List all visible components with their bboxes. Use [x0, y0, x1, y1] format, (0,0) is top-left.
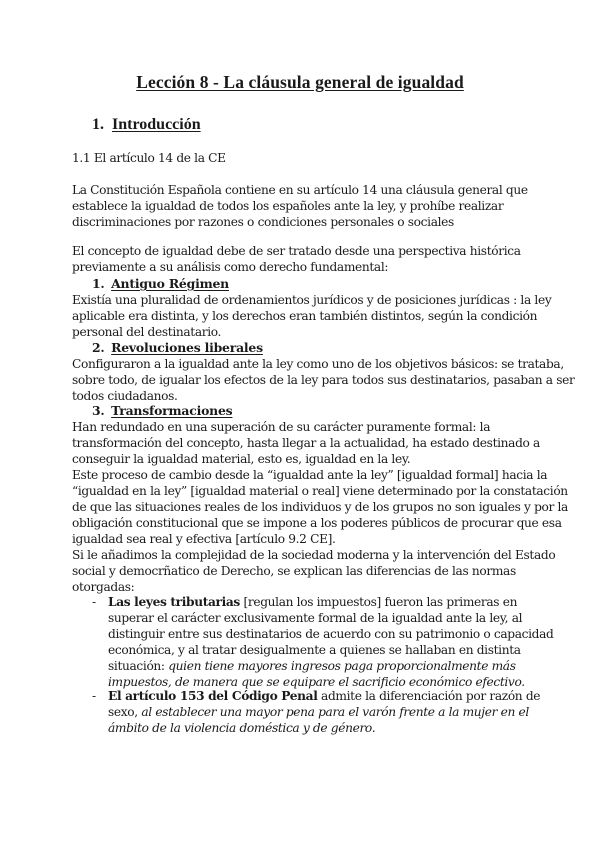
text-line: otorgadas:	[72, 580, 135, 594]
section-label: Introducción	[112, 116, 201, 133]
item-1-text	[72, 292, 552, 340]
item-heading-transformaciones	[92, 403, 232, 418]
text-line: transformación del concepto, hasta llegar a la actualidad, ha estado destinado a	[72, 436, 540, 450]
item-number: 2.	[92, 340, 105, 355]
subsection-label: 1.1 El artículo 14 de la CE	[72, 151, 226, 165]
italic-fragment: impuestos, de manera que se equipare el sacrificio económico efectivo.	[108, 675, 525, 689]
bullet-line	[108, 720, 375, 736]
paragraph-1	[72, 182, 542, 230]
bullet-line	[108, 688, 540, 704]
text-line: establece la igualdad de todos los españoles ante la ley, y prohíbe realizar	[72, 199, 504, 213]
italic-fragment: ámbito de la violencia doméstica y de género.	[108, 721, 376, 735]
text-line: Si le añadimos la complejidad de la sociedad moderna y la intervención del Estado	[72, 548, 556, 562]
item-label: Antiguo Régimen	[111, 276, 229, 291]
text-line: Este proceso de cambio desde la “igualdad ante la ley” [igualdad formal] hacia la	[72, 468, 548, 482]
text-line: El concepto de igualdad debe de ser tratado desde una perspectiva histórica	[72, 244, 521, 258]
text-fragment: sexo,	[108, 705, 142, 719]
page-title: Lección 8 - La cláusula general de igualdad	[136, 72, 464, 92]
bullet-line	[108, 594, 517, 610]
item-label: Transformaciones	[111, 403, 233, 418]
bullet-dash: -	[92, 689, 96, 703]
item-heading-antiguo-regimen	[92, 276, 229, 291]
text-line: social y democrñatico de Derecho, se explican las diferencias de las normas	[72, 564, 516, 578]
item-2-text	[72, 356, 575, 404]
subsection-heading	[72, 150, 542, 166]
section-number: 1.	[92, 116, 104, 133]
section-heading-introduccion	[92, 116, 201, 134]
text-line: previamente a su análisis como derecho fundamental:	[72, 260, 389, 274]
bullet-dash: -	[92, 595, 96, 609]
bullet-bold-lead: Las leyes tributarias	[108, 595, 240, 609]
bullet-line	[108, 658, 516, 674]
text-line: Han redundado en una superación de su carácter puramente formal: la	[72, 420, 491, 434]
text-line: aplicable era distinta, y los derechos eran también distintos, según la condición	[72, 309, 538, 323]
text-line: todos ciudadanos.	[72, 389, 178, 403]
text-line: conseguir la igualdad material, esto es, igualdad en la ley.	[72, 452, 411, 466]
bullet-line	[108, 704, 529, 720]
item-number: 1.	[92, 276, 105, 291]
text-line: discriminaciones por razones o condiciones personales o sociales	[72, 215, 454, 229]
text-line: de que las situaciones reales de los individuos y de los grupos no son iguales y por la	[72, 500, 568, 514]
bullet-bold-lead: El artículo 153 del Código Penal	[108, 689, 318, 703]
text-line: igualdad sea real y efectiva [artículo 9.2 CE].	[72, 532, 336, 546]
text-fragment: admite la diferenciación por razón de	[317, 689, 541, 703]
paragraph-2	[72, 243, 542, 275]
text-line: La Constitución Española contiene en su artículo 14 una cláusula general que	[72, 183, 528, 197]
item-heading-revoluciones-liberales	[92, 340, 263, 355]
text-line: Configuraron a la igualdad ante la ley como uno de los objetivos básicos: se trataba,	[72, 357, 564, 371]
italic-fragment: al establecer una mayor pena para el varón frente a la mujer en el	[141, 705, 529, 719]
text-line: personal del destinatario.	[72, 325, 222, 339]
text-line: Existía una pluralidad de ordenamientos jurídicos y de posiciones jurídicas : la ley	[72, 293, 552, 307]
item-3-text	[72, 419, 568, 595]
item-number: 3.	[92, 403, 105, 418]
text-fragment: situación:	[108, 659, 169, 673]
bullet-line: superar el carácter exclusivamente formal de la igualdad ante la ley, al	[108, 611, 523, 625]
text-line: “igualdad en la ley” [igualdad material o real] viene determinado por la constatación	[72, 484, 568, 498]
text-fragment: [regulan los impuestos] fueron las primeras en	[239, 595, 518, 609]
italic-fragment: quien tiene mayores ingresos paga proporcionalmente más	[168, 659, 516, 673]
item-label: Revoluciones liberales	[111, 340, 263, 355]
bullet-line: económica, y al tratar desigualmente a quienes se hallaban en distinta	[108, 643, 521, 657]
text-line: obligación constitucional que se impone a los poderes públicos de procurar que esa	[72, 516, 562, 530]
text-line: sobre todo, de igualar los efectos de la ley para todos sus destinatarios, pasaban a ser	[72, 373, 575, 387]
bullet-line: distinguir entre sus destinatarios de acuerdo con su patrimonio o capacidad	[108, 627, 554, 641]
bullet-articulo-153	[92, 688, 562, 736]
